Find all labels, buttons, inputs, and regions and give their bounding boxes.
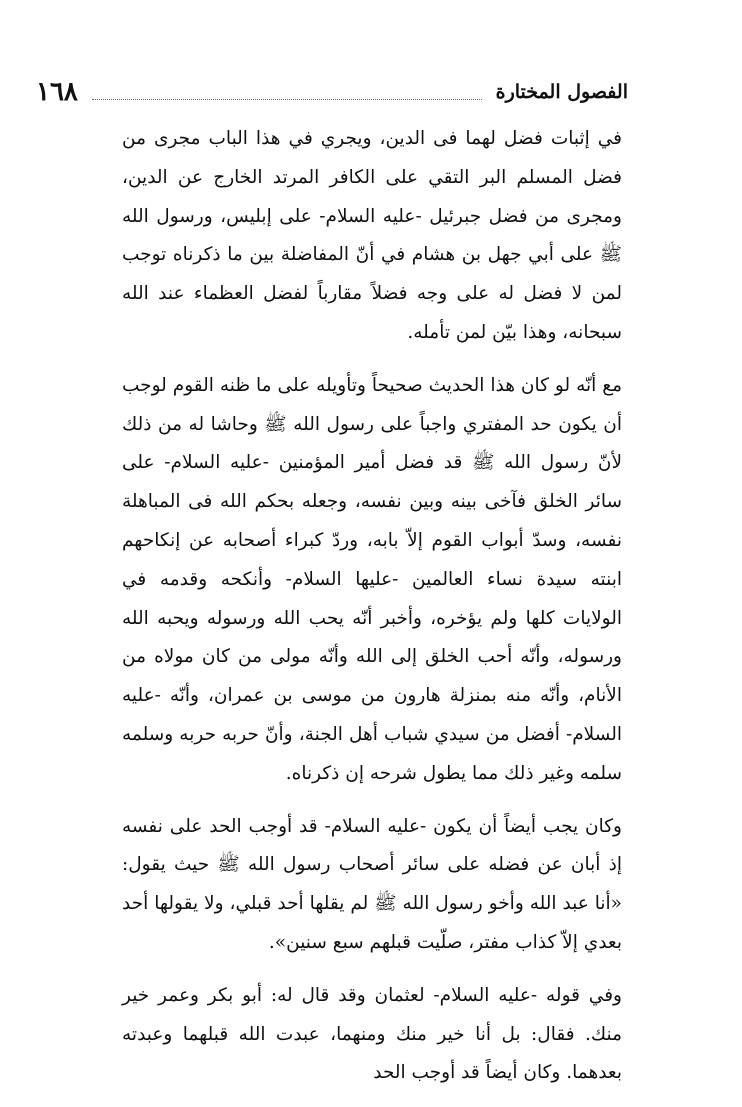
paragraph-2: مع أنّه لو كان هذا الحديث صحيحاً وتأويله على ما ظنه القوم لوجب أن يكون حد المفتري واجباً على رسول الله ﷺ وحاشا له من ذلك لأنّ رسول الله ﷺ قد فضل أمير المؤمنين -عليه السلام- على سائر الخلق فآخى بينه وبين نفسه، وجعله بحكم الله فى المباهلة نفسه، وسدّ أبواب القوم إلاّ بابه، وردّ كبراء أصحابه عن إنكاحهم ابنته سيدة نساء العالمين -عليها السلام- وأنكحه وقدمه في الولايات كلها ولم يؤخره، وأخبر أنّه يحب الله ورسوله ويحبه الله ورسوله، وأنّه أحب الخلق إلى الله وأنّه مولى من كان مولاه من الأنام، وأنّه منه بمنزلة هارون من موسى بن عمران، وأنّه -عليه السلام- أفضل من سيدي شباب أهل الجنة، وأنّ حربه حربه وسلمه سلمه وغير ذلك مما يطول شرحه إن ذكرناه. xyxy=(122,374,622,784)
paragraph-3: وكان يجب أيضاً أن يكون -عليه السلام- قد أوجب الحد على نفسه إذ أبان عن فضله على سائر أصحاب رسول الله ﷺ حيث يقول: «أنا عبد الله وأخو رسول الله ﷺ لم يقلها أحد قبلي، ولا يقولها أحد بعدي إلاّ كذاب مفتر، صلّيت قبلهم سبع سنين». xyxy=(122,815,622,953)
running-header xyxy=(36,74,628,108)
paragraph-1: في إثبات فضل لهما فى الدين، ويجري في هذا الباب مجرى من فضل المسلم البر التقي على الكافر المرتد الخارج عن الدين، ومجرى من فضل جبرئيل -عليه السلام- على إبليس، ورسول الله ﷺ على أبي جهل بن هشام في أنّ المفاضلة بين ما ذكرناه توجب لمن لا فضل له على وجه فضلاً مقارباً لفضل العظماء عند الله سبحانه، وهذا بيّن لمن تأمله. xyxy=(122,128,622,343)
header-dotted-rule xyxy=(92,98,482,100)
paragraph-4: وفي قوله -عليه السلام- لعثمان وقد قال له: أبو بكر وعمر خير منك. فقال: بل أنا خير منك ومنهما، عبدت الله قبلهما وعبدته بعدهما. وكان أيضاً قد أوجب الحد xyxy=(122,984,622,1084)
book-title: الفصول المختارة xyxy=(495,81,628,103)
page-number: ١٦٨ xyxy=(36,77,78,107)
body-text xyxy=(122,120,622,1107)
